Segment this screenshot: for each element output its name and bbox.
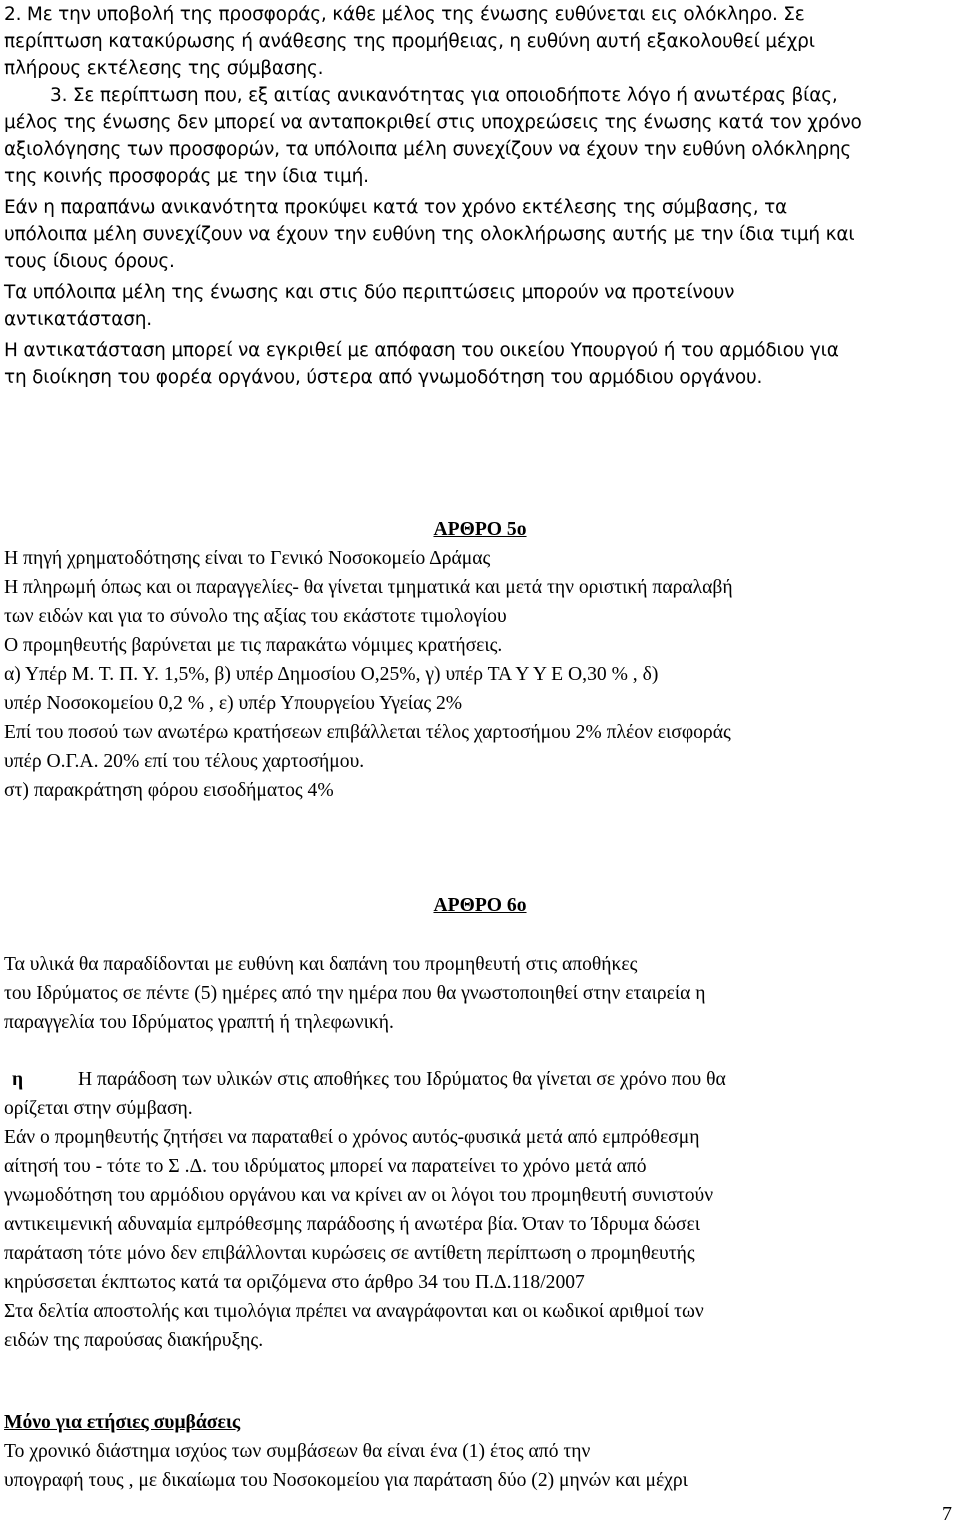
text-line: παραγγελία του Ιδρύματος γραπτή ή τηλεφωνική. [4, 1012, 394, 1033]
text-line: της κοινής προσφοράς με την ίδια τιμή. [4, 166, 369, 187]
text-line: των ειδών και για το σύνολο της αξίας του εκάστοτε τιμολογίου [4, 606, 507, 627]
text-line: Η πηγή χρηματοδότησης είναι το Γενικό Νοσοκομείο Δράμας [4, 548, 491, 569]
text-line: Εάν ο προμηθευτής ζητήσει να παραταθεί ο χρόνος αυτός-φυσικά μετά από εμπρόθεσμη [4, 1127, 700, 1148]
text-line: Επί του ποσού των ανωτέρω κρατήσεων επιβάλλεται τέλος χαρτοσήμου 2% πλέον εισφοράς [4, 722, 731, 743]
text-line: μέλος της ένωσης δεν μπορεί να ανταποκριθεί στις υποχρεώσεις της ένωσης κατά τον χρόνο [4, 112, 862, 133]
text-line: Τα υλικά θα παραδίδονται με ευθύνη και δαπάνη του προμηθευτή στις αποθήκες [4, 954, 638, 975]
text-line: υπογραφή τους , με δικαίωμα του Νοσοκομείου για παράταση δύο (2) μηνών και μέχρι [4, 1470, 688, 1491]
text-line: Η παράδοση των υλικών στις αποθήκες του Ιδρύματος θα γίνεται σε χρόνο που θα [78, 1069, 726, 1090]
text-line: κηρύσσεται έκπτωτος κατά τα οριζόμενα στο άρθρο 34 του Π.Δ.118/2007 [4, 1272, 585, 1293]
text-line: ορίζεται στην σύμβαση. [4, 1098, 193, 1119]
page-number: 7 [942, 1503, 952, 1525]
text-line: τους ίδιους όρους. [4, 251, 175, 272]
text-line: γνωμοδότηση του αρμόδιου οργάνου και να κρίνει αν οι λόγοι του προμηθευτή συνιστούν [4, 1185, 714, 1206]
text-line: Στα δελτία αποστολής και τιμολόγια πρέπει να αναγράφονται και οι κωδικοί αριθμοί των [4, 1301, 704, 1322]
text-line: Η πληρωμή όπως και οι παραγγελίες- θα γίνεται τμηματικά και μετά την οριστική παραλαβή [4, 577, 733, 598]
text-line: του Ιδρύματος σε πέντε (5) ημέρες από την ημέρα που θα γνωστοποιηθεί στην εταιρεία η [4, 983, 706, 1004]
article-6-heading: ΑΡΘΡΟ 6ο [433, 895, 527, 916]
text-line: Εάν η παραπάνω ανικανότητα προκύψει κατά τον χρόνο εκτέλεσης της σύμβασης, τα [4, 197, 788, 218]
text-line: αίτησή του - τότε το Σ .Δ. του ιδρύματος μπορεί να παρατείνει το χρόνο μετά από [4, 1156, 647, 1177]
text-line: Η αντικατάσταση μπορεί να εγκριθεί με απόφαση του οικείου Υπουργού ή του αρμόδιου για [4, 340, 839, 361]
text-line: α) Υπέρ Μ. Τ. Π. Υ. 1,5%, β) υπέρ Δημοσίου Ο,25%, γ) υπέρ ΤΑ Υ Υ Ε Ο,30 % , δ) [4, 664, 659, 685]
text-line: υπέρ Ο.Γ.Α. 20% επί του τέλους χαρτοσήμου. [4, 751, 365, 772]
text-line: αντικειμενική αδυναμία εμπρόθεσμης παράδοσης ή ανωτέρα βία. Όταν το Ίδρυμα δώσει [4, 1214, 701, 1235]
article-5-heading: ΑΡΘΡΟ 5ο [433, 519, 527, 540]
text-line: υπόλοιπα μέλη συνεχίζουν να έχουν την ευθύνη της ολοκλήρωσης αυτής με την ίδια τιμή και [4, 224, 855, 245]
text-line: 3. Σε περίπτωση που, εξ αιτίας ανικανότητας για οποιοδήποτε λόγο ή ανωτέρας βίας, [50, 85, 838, 106]
text-line: περίπτωση κατακύρωσης ή ανάθεσης της προμήθειας, η ευθύνη αυτή εξακολουθεί μέχρι [4, 31, 815, 52]
text-line: Τα υπόλοιπα μέλη της ένωσης και στις δύο περιπτώσεις μπορούν να προτείνουν [4, 282, 735, 303]
text-line: 2. Με την υποβολή της προσφοράς, κάθε μέλος της ένωσης ευθύνεται εις ολόκληρο. Σε [4, 4, 805, 25]
text-line: Το χρονικό διάστημα ισχύος των συμβάσεων θα είναι ένα (1) έτος από την [4, 1441, 591, 1462]
text-line: παράταση τότε μόνο δεν επιβάλλονται κυρώσεις σε αντίθετη περίπτωση ο προμηθευτής [4, 1243, 695, 1264]
text-line: Ο προμηθευτής βαρύνεται με τις παρακάτω νόμιμες κρατήσεις. [4, 635, 503, 656]
text-line: πλήρους εκτέλεσης της σύμβασης. [4, 58, 324, 79]
list-marker: η [12, 1069, 24, 1090]
text-line: αξιολόγησης των προσφορών, τα υπόλοιπα μέλη συνεχίζουν να έχουν την ευθύνη ολόκληρης [4, 139, 852, 160]
text-line: υπέρ Νοσοκομείου 0,2 % , ε) υπέρ Υπουργείου Υγείας 2% [4, 693, 463, 714]
text-line: τη διοίκηση του φορέα οργάνου, ύστερα από γνωμοδότηση του αρμόδιου οργάνου. [4, 367, 763, 388]
text-line: αντικατάσταση. [4, 309, 152, 330]
annual-contracts-heading: Μόνο για ετήσιες συμβάσεις [4, 1412, 241, 1433]
text-line: στ) παρακράτηση φόρου εισοδήματος 4% [4, 780, 334, 801]
text-line: ειδών της παρούσας διακήρυξης. [4, 1330, 264, 1351]
